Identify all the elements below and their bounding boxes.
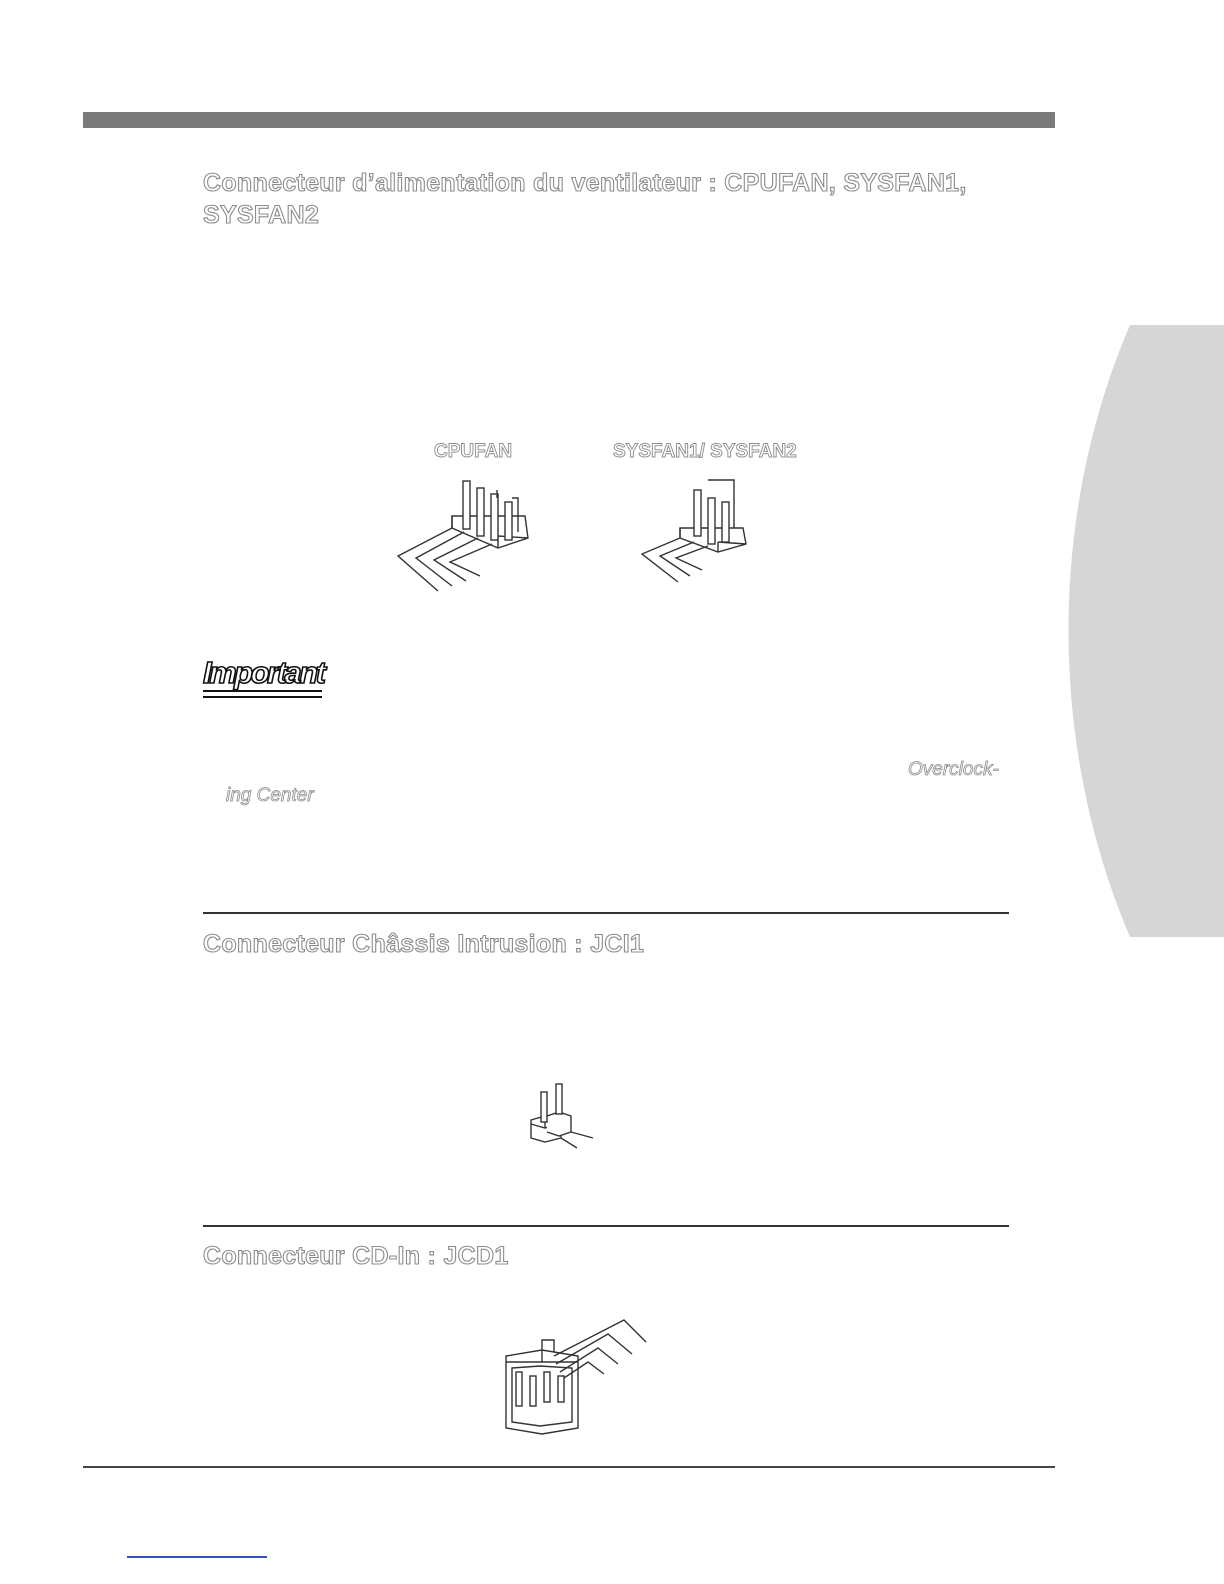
- chassis-intrusion-heading: Connecteur Châssis Intrusion : JCI1: [203, 930, 645, 958]
- section-divider: [203, 1225, 1009, 1227]
- footer-link-mark: [127, 1556, 267, 1558]
- important-label: Important: [203, 655, 324, 690]
- cd-in-heading: Connecteur CD-In : JCD1: [203, 1242, 509, 1270]
- sysfan-label: SYSFAN1/ SYSFAN2: [613, 441, 797, 462]
- chapter-side-tab: [1058, 325, 1224, 937]
- sysfan-connector-diagram: [638, 478, 753, 588]
- important-note-fragment: ing Center: [226, 785, 314, 806]
- cpufan-connector-diagram: [390, 476, 535, 596]
- important-underline: [203, 690, 322, 692]
- important-underline-2: [203, 696, 322, 698]
- fan-connector-heading: Connecteur d’alimentation du ventilateur : CPUFAN, SYSFAN1, SYSFAN2: [203, 169, 967, 229]
- footer-rule: [83, 1466, 1055, 1468]
- section-divider: [203, 912, 1009, 914]
- header-bar: [83, 112, 1055, 128]
- jcd1-connector-diagram: [494, 1316, 654, 1440]
- cpufan-label: CPUFAN: [434, 441, 513, 462]
- important-note-fragment: Overclock-: [908, 759, 999, 780]
- jci1-connector-diagram: [525, 1080, 600, 1152]
